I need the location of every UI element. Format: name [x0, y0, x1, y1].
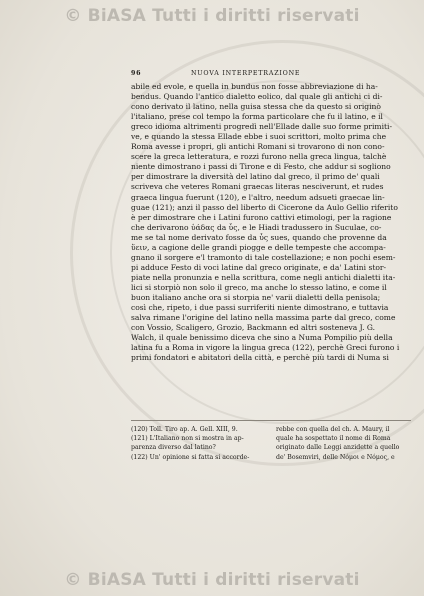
- running-title: NUOVA INTERPETRAZIONE: [191, 70, 301, 77]
- text-line: ὕειν, a cagione delle grandi piogge e delle tempeste che accompa-: [131, 242, 386, 252]
- text-line: Walch, il quale benissimo diceva che sino a Numa Pompilio più della: [131, 333, 393, 343]
- text-line: così che, ripeto, i due passi surriferiti niente dimostrano, e tuttavia: [131, 303, 389, 313]
- text-line: scriveva che veteres Romani graecas literas nesciverunt, et rudes: [131, 182, 384, 192]
- text-line: me se tal nome derivato fosse da ὗς sues, quando che provenne da: [131, 232, 387, 242]
- text-line: guae (121); anzi il passo del liberto di Cicerone da Aulo Gellio riferito: [131, 202, 398, 212]
- footnote-line: (122) Un' opinione si fatta si accorde-: [131, 453, 250, 461]
- text-line: gnano il sorgere e'l tramonto di tale costellazione; e non pochi esem-: [131, 252, 396, 262]
- text-line: salva rimane l'origine del latino nella massima parte dal greco, come: [131, 313, 396, 323]
- footnote-line: quale ha sospettato il nome di Roma: [276, 435, 391, 443]
- text-line: è per dimostrare che i Latini furono cattivi etimologi, per la ragione: [131, 212, 392, 222]
- footnote-line: (120) Toll. Tiro ap. A. Gell. XIII, 9.: [131, 426, 238, 433]
- text-line: niente dimostrano i passi di Tirone e di Festo, che addur si sogliono: [131, 162, 391, 172]
- text-line: pi adduce Festo di voci latine dal greco originate, e da' Latini stor-: [131, 262, 387, 272]
- body-text: [131, 82, 414, 363]
- text-line: scere la greca letteratura, e rozzi furono nella greca lingua, talchè: [131, 152, 387, 162]
- text-line: l'italiano, prese col tempo la forma particolare che fu il latino, e il: [131, 112, 383, 122]
- text-line: primi fondatori e abitatori della città, e perchè più tardi di Numa si: [131, 353, 389, 363]
- text-line: cono derivato il latino, nella guisa stessa che da questo si originò: [131, 102, 381, 112]
- text-line: greco idioma altrimenti progredì nell'Ellade dalle suo forme primiti-: [131, 122, 393, 132]
- page-number: 96: [131, 70, 142, 77]
- footnote-line: parenza diverso dal latino?: [131, 444, 216, 452]
- footnote-line: rebbe con quella del ch. A. Maury, il: [276, 426, 390, 433]
- page-header: [131, 70, 311, 80]
- text-line: latina fu a Roma in vigore la lingua greca (122), perchè Greci furono i: [131, 343, 400, 353]
- footnote-line: de' Bosemviri, delle Νόμοι e Νόμος, e: [276, 453, 395, 461]
- text-line: graeca lingua fuerunt (120), e l'altro, needum adsueti graecae lin-: [131, 192, 385, 202]
- footnotes-right-column: [276, 425, 414, 462]
- text-line: per dimostrare la diversità del latino dal greco, il primo de' quali: [131, 172, 380, 182]
- watermark-top: © BiASA Tutti i diritti riservati: [64, 6, 360, 26]
- text-line: buon italiano anche ora si storpia ne' varii dialetti della penisola;: [131, 292, 381, 302]
- text-line: lici si storpiò non solo il greco, ma anche lo stesso latino, e come il: [131, 282, 387, 292]
- text-line: Roma avesse i propri, gli antichi Romani si trovarono di non cono-: [131, 142, 385, 152]
- footnote-divider: [131, 420, 411, 421]
- footnotes-left-column: [131, 425, 269, 462]
- footnote-line: (121) L'Italiano non si mostra in ap-: [131, 435, 244, 443]
- text-line: che derivarono ὑάδας da ὗς, e le Hiadi tradussero in Suculae, co-: [131, 222, 382, 232]
- text-line: piate nella pronunzia e nella scrittura, come negli antichi dialetti ita-: [131, 272, 396, 282]
- text-line: bendus. Quando l'antico dialetto eolico, dal quale gli antichi ci di-: [131, 92, 383, 102]
- footnote-line: originato dalle Leggi anzidette a quello: [276, 444, 400, 452]
- text-line: abile ed evole, e quella in bundus non fosse abbreviazione di ha-: [131, 82, 378, 91]
- watermark-bottom: © BiASA Tutti i diritti riservati: [64, 570, 360, 590]
- text-line: ve, e quando la stessa Ellade ebbe i suoi scrittori, molto prima che: [131, 132, 387, 142]
- text-line: con Vossio, Scaligero, Grozio, Backmann ed altri sosteneva J. G.: [131, 323, 376, 333]
